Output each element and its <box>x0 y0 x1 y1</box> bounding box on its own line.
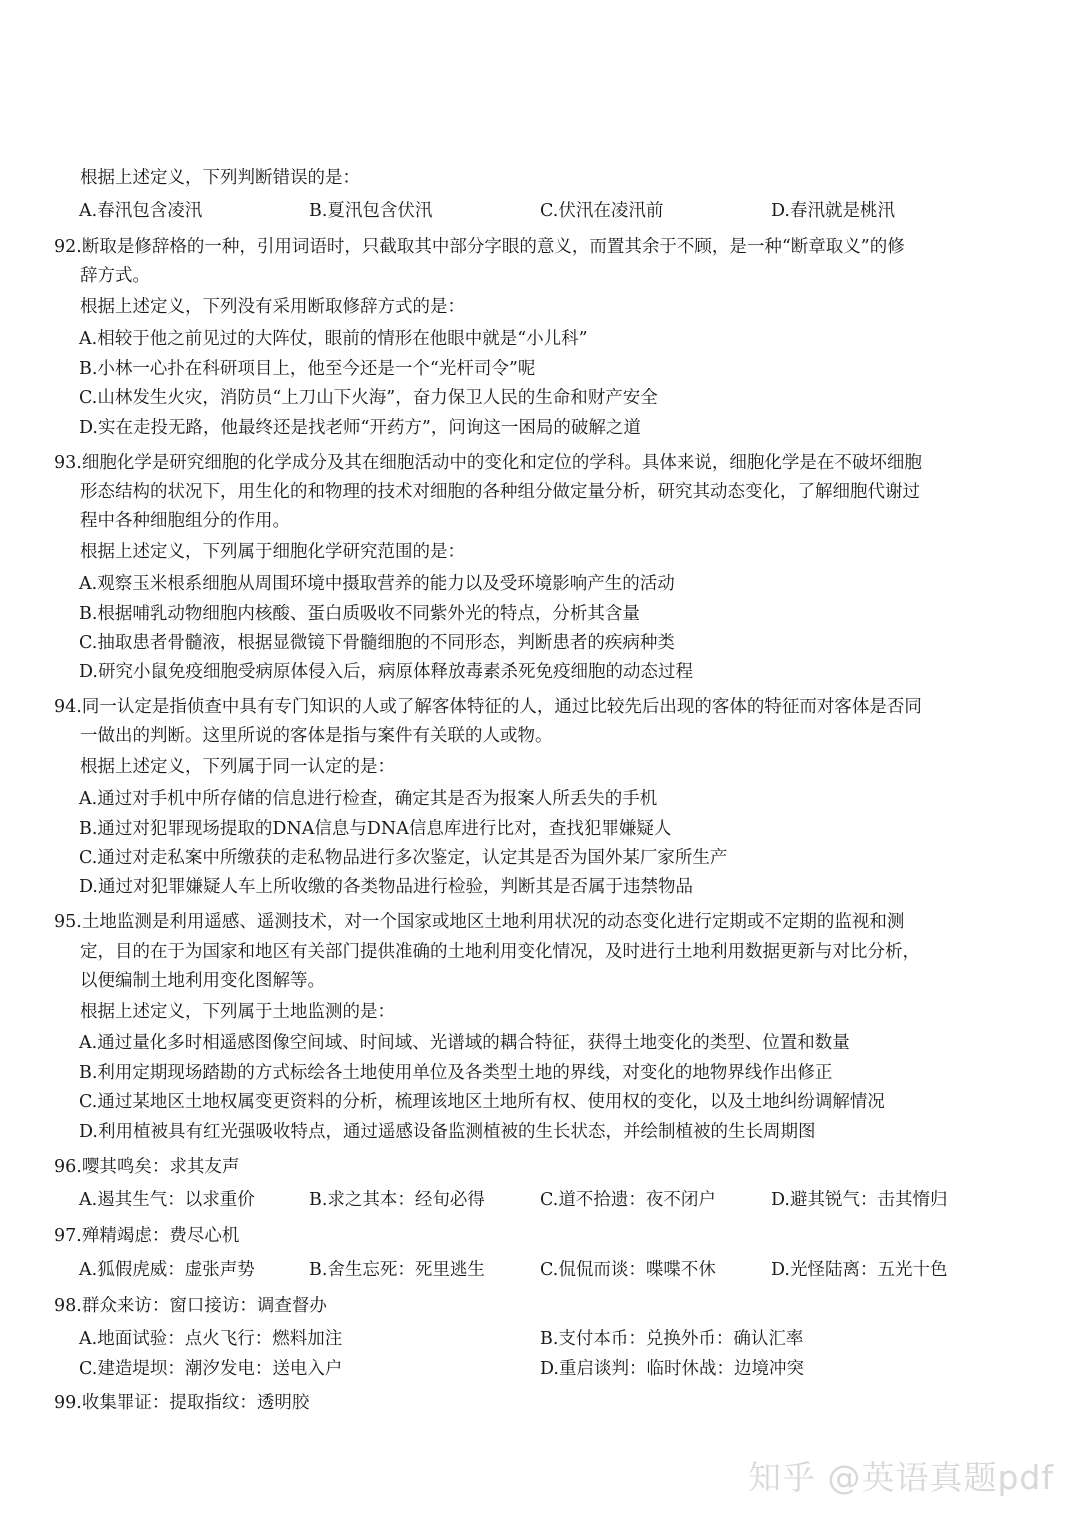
text-content: C.通过对走私案中所缴获的走私物品进行多次鉴定，认定其是否为国外某厂家所生产 <box>79 848 728 868</box>
text-content: B.小林一心扑在科研项目上，他至今还是一个“光杆司令”呢 <box>79 359 536 379</box>
text-content: 94.同一认定是指侦查中具有专门知识的人或了解客体特征的人，通过比较先后出现的客体的特征而对客体是否同 <box>54 697 922 717</box>
answer-option: A.遏其生气：以求重价 <box>79 1190 255 1210</box>
text-content: B.根据哺乳动物细胞内核酸、蛋白质吸收不同紫外光的特点，分析其含量 <box>79 604 640 624</box>
answer-option: D.重启谈判：临时休战：边境冲突 <box>540 1359 804 1379</box>
text-content: D.实在走投无路，他最终还是找老师“开药方”，问询这一困局的破解之道 <box>79 418 641 438</box>
text-content: A.通过量化多时相遥感图像空间域、时间域、光谱域的耦合特征，获得土地变化的类型、位置和数量 <box>79 1033 850 1053</box>
answer-option: C.道不拾遗：夜不闭户 <box>540 1190 716 1210</box>
text-content: C.抽取患者骨髓液，根据显微镜下骨髓细胞的不同形态，判断患者的疾病种类 <box>79 633 675 653</box>
text-content: 92.断取是修辞格的一种，引用词语时，只截取其中部分字眼的意义，而置其余于不顾，是一种“断章取义”的修 <box>54 237 905 257</box>
answer-option: D.光怪陆离：五光十色 <box>771 1260 948 1280</box>
text-content: A.通过对手机中所存储的信息进行检查，确定其是否为报案人所丢失的手机 <box>79 789 658 809</box>
watermark: 知乎 @英语真题pdf <box>747 1458 1054 1497</box>
text-content: 辞方式。 <box>80 266 150 286</box>
answer-option: C.建造堤坝：潮汐发电：送电入户 <box>79 1359 343 1379</box>
text-content: B.利用定期现场踏勘的方式标绘各土地使用单位及各类型土地的界线，对变化的地物界线作出修正 <box>79 1063 833 1083</box>
text-content: 根据上述定义，下列没有采用断取修辞方式的是： <box>80 297 465 317</box>
text-content: B.通过对犯罪现场提取的DNA信息与DNA信息库进行比对，查找犯罪嫌疑人 <box>79 819 672 839</box>
text-content: 95.土地监测是利用遥感、遥测技术，对一个国家或地区土地利用状况的动态变化进行定期或不定期的监视和测 <box>54 912 905 932</box>
text-content: 98.群众来访：窗口接访：调查督办 <box>54 1296 327 1316</box>
text-content: 96.嘤其鸣矣：求其友声 <box>54 1157 240 1177</box>
text-content: 99.收集罪证：提取指纹：透明胶 <box>54 1393 310 1413</box>
text-content: C.通过某地区土地权属变更资料的分析，梳理该地区土地所有权、使用权的变化，以及土地纠纷调解情况 <box>79 1092 885 1112</box>
answer-option: A.地面试验：点火飞行：燃料加注 <box>79 1329 343 1349</box>
text-content: C.山林发生火灾，消防员“上刀山下火海”，奋力保卫人民的生命和财产安全 <box>79 388 658 408</box>
answer-option: D.避其锐气：击其惰归 <box>771 1190 948 1210</box>
text-content: 根据上述定义，下列属于土地监测的是： <box>80 1002 395 1022</box>
answer-option: D.春汛就是桃汛 <box>771 201 895 221</box>
answer-option: B.求之其本：经旬必得 <box>309 1190 485 1210</box>
text-content: 根据上述定义，下列属于细胞化学研究范围的是： <box>80 542 465 562</box>
answer-option: B.夏汛包含伏汛 <box>309 201 433 221</box>
answer-option: C.侃侃而谈：喋喋不休 <box>540 1260 716 1280</box>
text-content: A.相较于他之前见过的大阵仗，眼前的情形在他眼中就是“小儿科” <box>79 329 588 349</box>
answer-option: B.舍生忘死：死里逃生 <box>309 1260 485 1280</box>
text-content: A.观察玉米根系细胞从周围环境中摄取营养的能力以及受环境影响产生的活动 <box>79 574 675 594</box>
text-content: 程中各种细胞组分的作用。 <box>80 511 290 531</box>
text-content: 以便编制土地利用变化图解等。 <box>80 971 325 991</box>
text-content: 一做出的判断。这里所说的客体是指与案件有关联的人或物。 <box>80 726 553 746</box>
text-content: D.研究小鼠免疫细胞受病原体侵入后，病原体释放毒素杀死免疫细胞的动态过程 <box>79 662 693 682</box>
text-content: D.通过对犯罪嫌疑人车上所收缴的各类物品进行检验，判断其是否属于违禁物品 <box>79 877 693 897</box>
answer-option: C.伏汛在凌汛前 <box>540 201 664 221</box>
text-content: 93.细胞化学是研究细胞的化学成分及其在细胞活动中的变化和定位的学科。具体来说，细胞化学是在不破坏细胞 <box>54 453 922 473</box>
text-content: 根据上述定义，下列判断错误的是： <box>80 168 360 188</box>
text-content: 根据上述定义，下列属于同一认定的是： <box>80 757 395 777</box>
answer-option: A.春汛包含凌汛 <box>79 201 203 221</box>
answer-option: B.支付本币：兑换外币：确认汇率 <box>540 1329 804 1349</box>
text-content: 形态结构的状况下，用生化的和物理的技术对细胞的各种组分做定量分析，研究其动态变化，了解细胞代谢过 <box>80 482 920 502</box>
text-content: 97.殚精竭虑：费尽心机 <box>54 1226 240 1246</box>
text-content: D.利用植被具有红光强吸收特点，通过遥感设备监测植被的生长状态，并绘制植被的生长周期图 <box>79 1122 816 1142</box>
answer-option: A.狐假虎威：虚张声势 <box>79 1260 255 1280</box>
text-content: 定，目的在于为国家和地区有关部门提供准确的土地利用变化情况，及时进行土地利用数据更新与对比分析， <box>80 942 920 962</box>
